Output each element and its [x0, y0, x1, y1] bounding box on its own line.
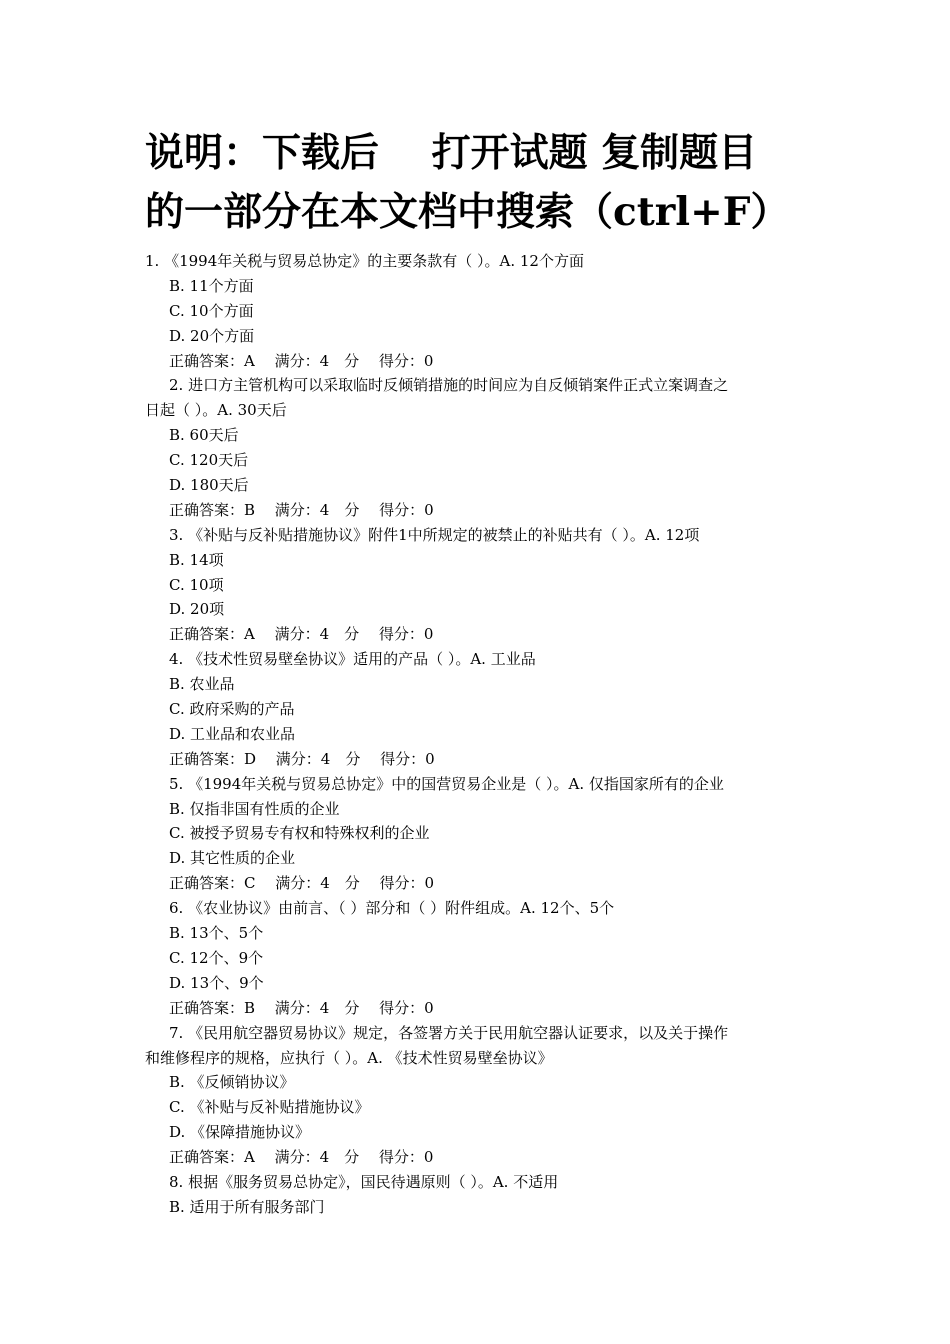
option-b: B. 《反倾销协议》 [169, 1073, 295, 1092]
answer-line: 正确答案：B 满分：4 分 得分：0 [169, 998, 434, 1017]
page-title [145, 124, 825, 242]
option-b: B. 适用于所有服务部门 [169, 1197, 325, 1216]
question-item [145, 1021, 810, 1170]
answer-line: 正确答案：B 满分：4 分 得分：0 [169, 500, 434, 519]
option-b: B. 13个、5个 [169, 924, 264, 943]
option-c: C. 120天后 [169, 451, 249, 470]
option-c: C. 10个方面 [169, 301, 254, 320]
option-c: C. 《补贴与反补贴措施协议》 [169, 1098, 370, 1117]
option-c: C. 政府采购的产品 [169, 700, 295, 719]
answer-line: 正确答案：D 满分：4 分 得分：0 [169, 749, 435, 768]
option-b: B. 14项 [169, 550, 224, 569]
question-item [145, 1170, 810, 1220]
option-d: D. 13个、9个 [169, 973, 264, 992]
option-d: D. 20项 [169, 600, 225, 619]
answer-line: 正确答案：C 满分：4 分 得分：0 [169, 874, 435, 893]
question-list [145, 249, 810, 1220]
option-c: C. 被授予贸易专有权和特殊权利的企业 [169, 824, 430, 843]
title-line-2: 的一部分在本文档中搜索（ctrl+F） [145, 189, 790, 235]
question-item [145, 896, 810, 1020]
question-text: 6. 《农业协议》由前言、（ ）部分和（ ）附件组成。A. 12个、5个 [169, 899, 615, 918]
question-text: 7. 《民用航空器贸易协议》规定，各签署方关于民用航空器认证要求，以及关于操作 [169, 1023, 729, 1042]
option-b: B. 农业品 [169, 675, 235, 694]
question-text-continued: 和维修程序的规格，应执行（ ）。A. 《技术性贸易壁垒协议》 [145, 1048, 553, 1067]
option-d: D. 《保障措施协议》 [169, 1123, 311, 1142]
question-item [145, 523, 810, 647]
answer-line: 正确答案：A 满分：4 分 得分：0 [169, 1148, 434, 1167]
question-item [145, 647, 810, 771]
question-text: 2. 进口方主管机构可以采取临时反倾销措施的时间应为自反倾销案件正式立案调查之 [169, 376, 729, 395]
option-b: B. 11个方面 [169, 276, 254, 295]
option-d: D. 20个方面 [169, 326, 255, 345]
question-text: 1. 《1994年关税与贸易总协定》的主要条款有（ ）。A. 12个方面 [145, 252, 584, 270]
answer-line: 正确答案：A 满分：4 分 得分：0 [169, 351, 434, 370]
option-d: D. 其它性质的企业 [169, 849, 296, 868]
option-b: B. 60天后 [169, 426, 239, 445]
question-item [145, 772, 810, 896]
option-b: B. 仅指非国有性质的企业 [169, 799, 340, 818]
question-item [145, 249, 810, 373]
option-d: D. 工业品和农业品 [169, 724, 296, 743]
option-c: C. 12个、9个 [169, 948, 264, 967]
question-text: 3. 《补贴与反补贴措施协议》附件1中所规定的被禁止的补贴共有（ ）。A. 12项 [169, 525, 700, 544]
option-c: C. 10项 [169, 575, 224, 594]
answer-line: 正确答案：A 满分：4 分 得分：0 [169, 625, 434, 644]
question-text: 5. 《1994年关税与贸易总协定》中的国营贸易企业是（ ）。A. 仅指国家所有的企业 [169, 774, 724, 793]
question-text-continued: 日起（ ）。A. 30天后 [145, 401, 287, 420]
question-item [145, 373, 810, 522]
option-d: D. 180天后 [169, 476, 249, 495]
question-text: 8. 根据《服务贸易总协定》，国民待遇原则（ ）。A. 不适用 [169, 1172, 559, 1191]
question-text: 4. 《技术性贸易壁垒协议》适用的产品（ ）。A. 工业品 [169, 650, 536, 669]
title-line-1: 说明：下载后 打开试题 复制题目 [145, 130, 758, 176]
